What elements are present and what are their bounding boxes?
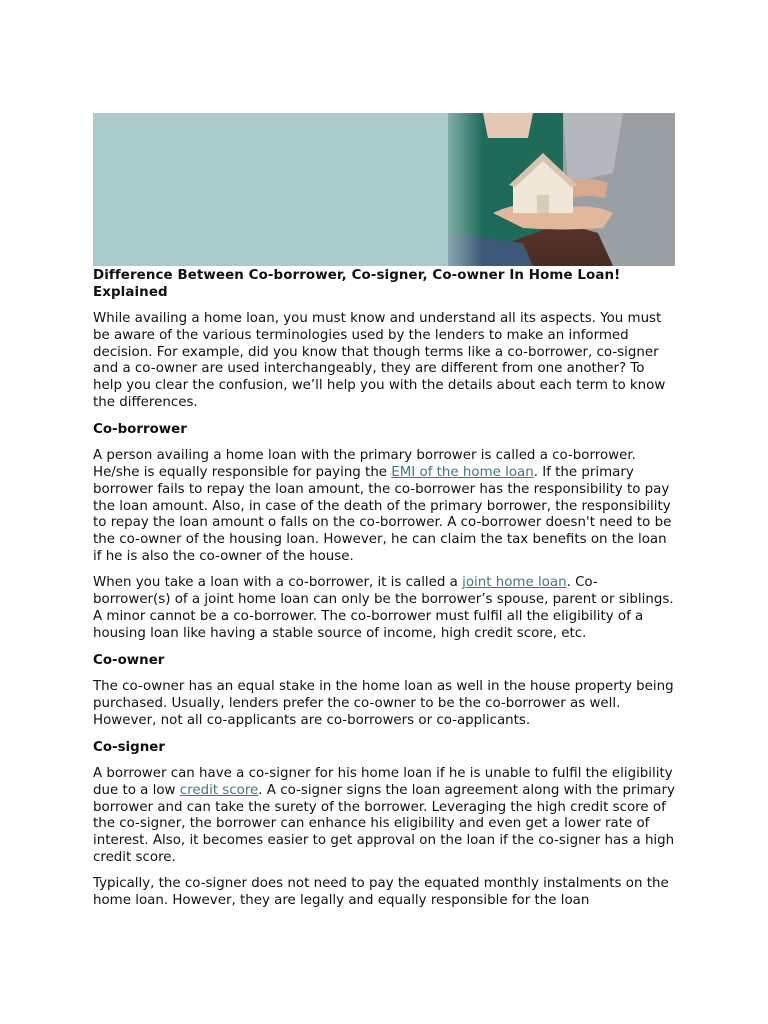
- text-span: A borrower can have a co-signer for his home loan if he is unable to fulfil the eligibility due to a low: [93, 765, 673, 798]
- co-signer-paragraph-1: [93, 766, 675, 867]
- co-signer-paragraph-2: Typically, the co-signer does not need to pay the equated monthly instalments on the home loan. However, they are legally and equally responsible for the loan: [93, 876, 669, 909]
- joint-home-loan-link[interactable]: joint home loan: [462, 575, 567, 591]
- text-span: . A co-signer signs the loan agreement along with the primary borrower and can take the surety of the borrower. Leveraging the high credit score of the co-signer, the borrower can enhance his eligibility and even get a lower rate of interest. Also, it becomes easier to get approval on the loan if the co-signer has a high credit score.: [93, 782, 675, 865]
- text-span: . Co-borrower(s) of a joint home loan can only be the borrower’s spouse, parent or siblings. A minor cannot be a co-borrower. The co-borrower must fulfil all the eligibility of a housing loan like having a stable source of income, high credit score, etc.: [93, 575, 674, 641]
- heading-co-borrower: Co-borrower: [93, 422, 187, 438]
- credit-score-link[interactable]: credit score: [179, 782, 259, 798]
- article: [93, 113, 675, 919]
- text-span: . If the primary borrower fails to repay the loan amount, the co-borrower has the responsibility to pay the loan amount. Also, in case of the death of the primary borrower, the responsibility to repay the loan amount o falls on the co-borrower. A co-borrower doesn't need to be the co-owner of the housing loan. However, he can claim the tax benefits on the loan if he is also the co-owner of the house.: [93, 465, 672, 565]
- heading-co-signer: Co-signer: [93, 739, 165, 755]
- text-span: When you take a loan with a co-borrower, it is called a: [93, 575, 463, 591]
- emi-home-loan-link[interactable]: EMI of the home loan: [391, 465, 534, 481]
- co-owner-paragraph-1: The co-owner has an equal stake in the home loan as well in the house property being purchased. Usually, lenders prefer the co-owner to be the co-borrower as well. However, not all co-applicants are co-borrowers or co-applicants.: [93, 679, 674, 728]
- co-borrower-paragraph-2: [93, 575, 675, 642]
- intro-paragraph: While availing a home loan, you must know and understand all its aspects. You must be aware of the various terminologies used by the lenders to make an informed decision. For example, did you know that though terms like a co-borrower, co-signer and a co-owner are used interchangeably, they are different from one another? To help you clear the confusion, we’ll help you with the details about each term to know the differences.: [93, 311, 666, 410]
- hero-photo: [93, 113, 675, 266]
- text-span: A person availing a home loan with the primary borrower is called a co-borrower. He/she is equally responsible for paying the: [93, 448, 636, 481]
- hero-image: [93, 113, 675, 266]
- article-title: Difference Between Co-borrower, Co-signer, Co-owner In Home Loan! Explained: [93, 268, 621, 300]
- heading-co-owner: Co-owner: [93, 653, 165, 669]
- co-borrower-paragraph-1: [93, 448, 675, 566]
